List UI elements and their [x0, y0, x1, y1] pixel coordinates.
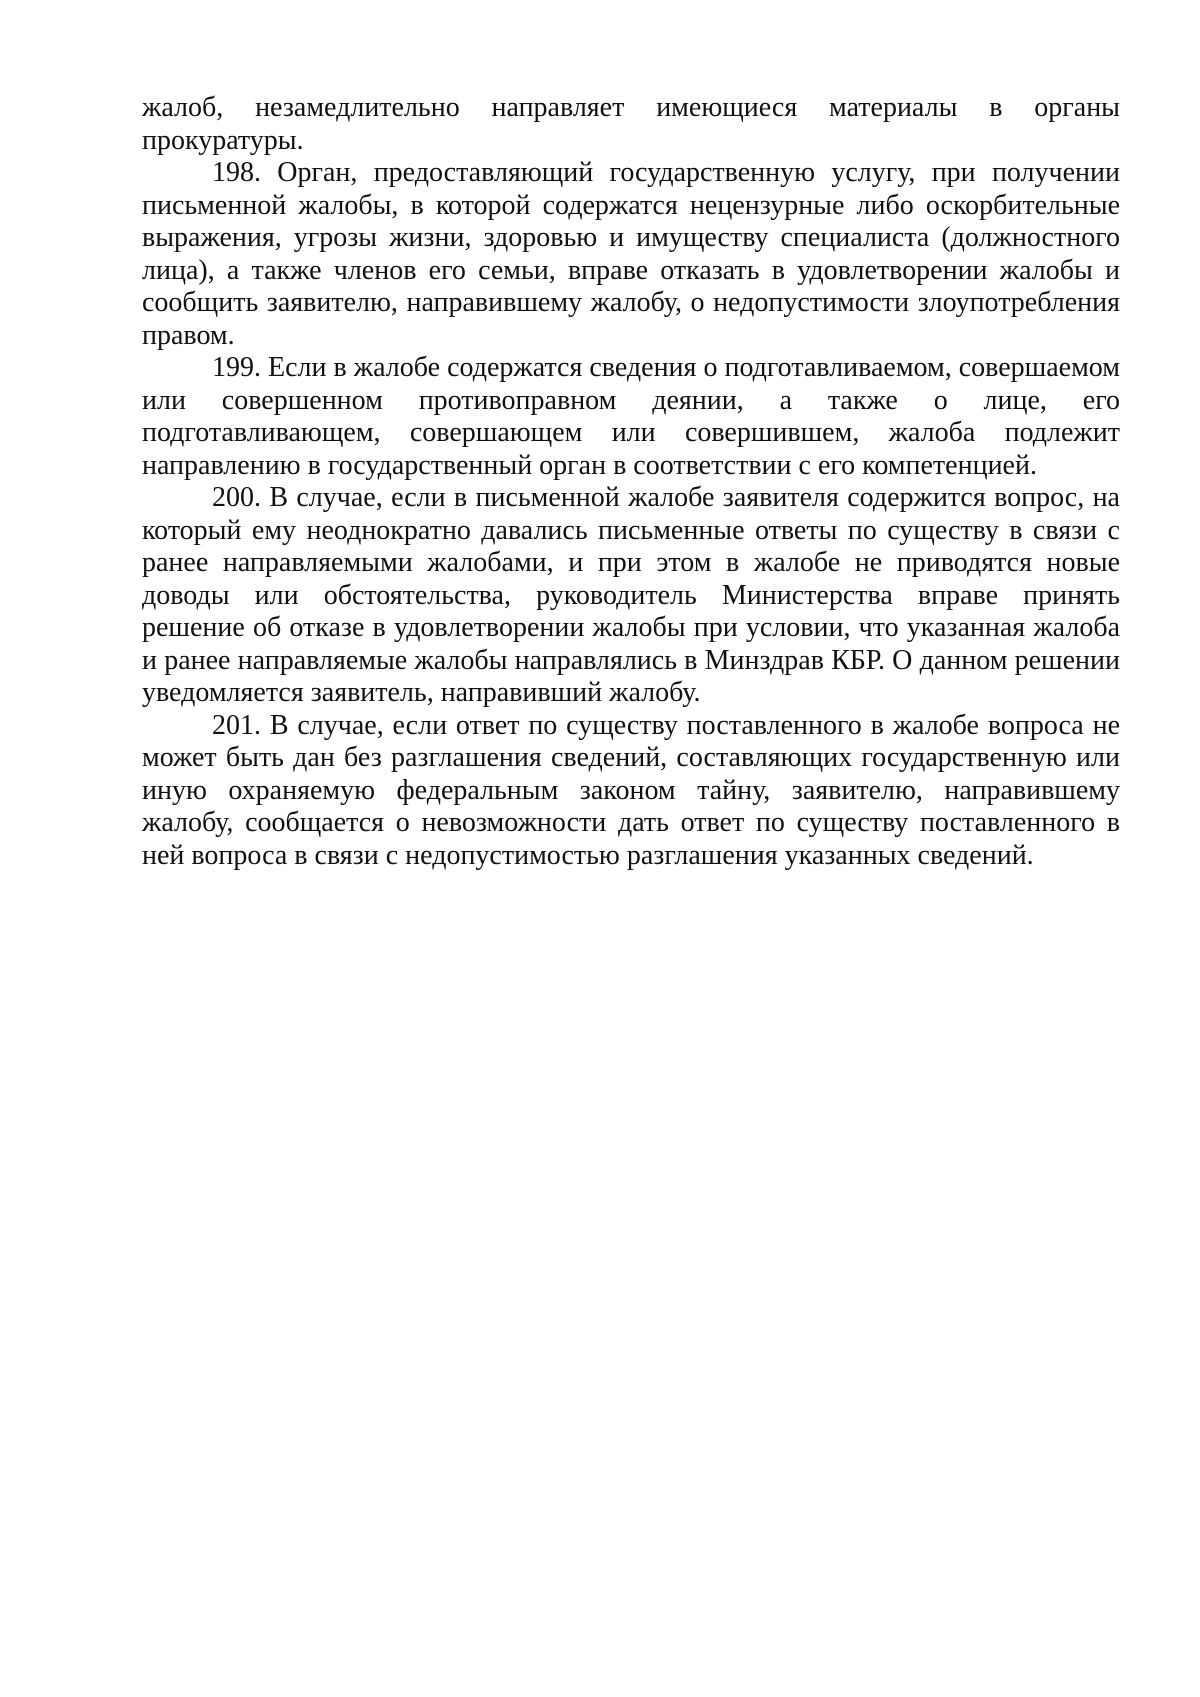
- paragraph-continuation: жалоб, незамедлительно направляет имеющиеся материалы в органы прокуратуры.: [142, 92, 1120, 156]
- paragraph-199: 199. Если в жалобе содержатся сведения о подготавливаемом, совершаемом или совершенном противоправном деянии, а также о лице, его подготавливающем, совершающем или совершившем, жалоба подлежит направлению в государственный орган в соответствии с его компетенцией.: [142, 352, 1120, 481]
- paragraph-200: 200. В случае, если в письменной жалобе заявителя содержится вопрос, на который ему неоднократно давались письменные ответы по существу в связи с ранее направляемыми жалобами, и при этом в жалобе не приводятся новые доводы или обстоятельства, руководитель Министерства вправе принять решение об отказе в удовлетворении жалобы при условии, что указанная жалоба и ранее направляемые жалобы направлялись в Минздрав КБР. О данном решении уведомляется заявитель, направивший жалобу.: [142, 482, 1120, 708]
- paragraph-201: 201. В случае, если ответ по существу поставленного в жалобе вопроса не может быть дан без разглашения сведений, составляющих государственную или иную охраняемую федеральным законом тайну, заявителю, направившему жалобу, сообщается о невозможности дать ответ по существу поставленного в ней вопроса в связи с недопустимостью разглашения указанных сведений.: [142, 709, 1120, 871]
- document-page: [142, 92, 1120, 872]
- paragraph-198: 198. Орган, предоставляющий государственную услугу, при получении письменной жалобы, в которой содержатся нецензурные либо оскорбительные выражения, угрозы жизни, здоровью и имуществу специалиста (должностного лица), а также членов его семьи, вправе отказать в удовлетворении жалобы и сообщить заявителю, направившему жалобу, о недопустимости злоупотребления правом.: [142, 157, 1120, 351]
